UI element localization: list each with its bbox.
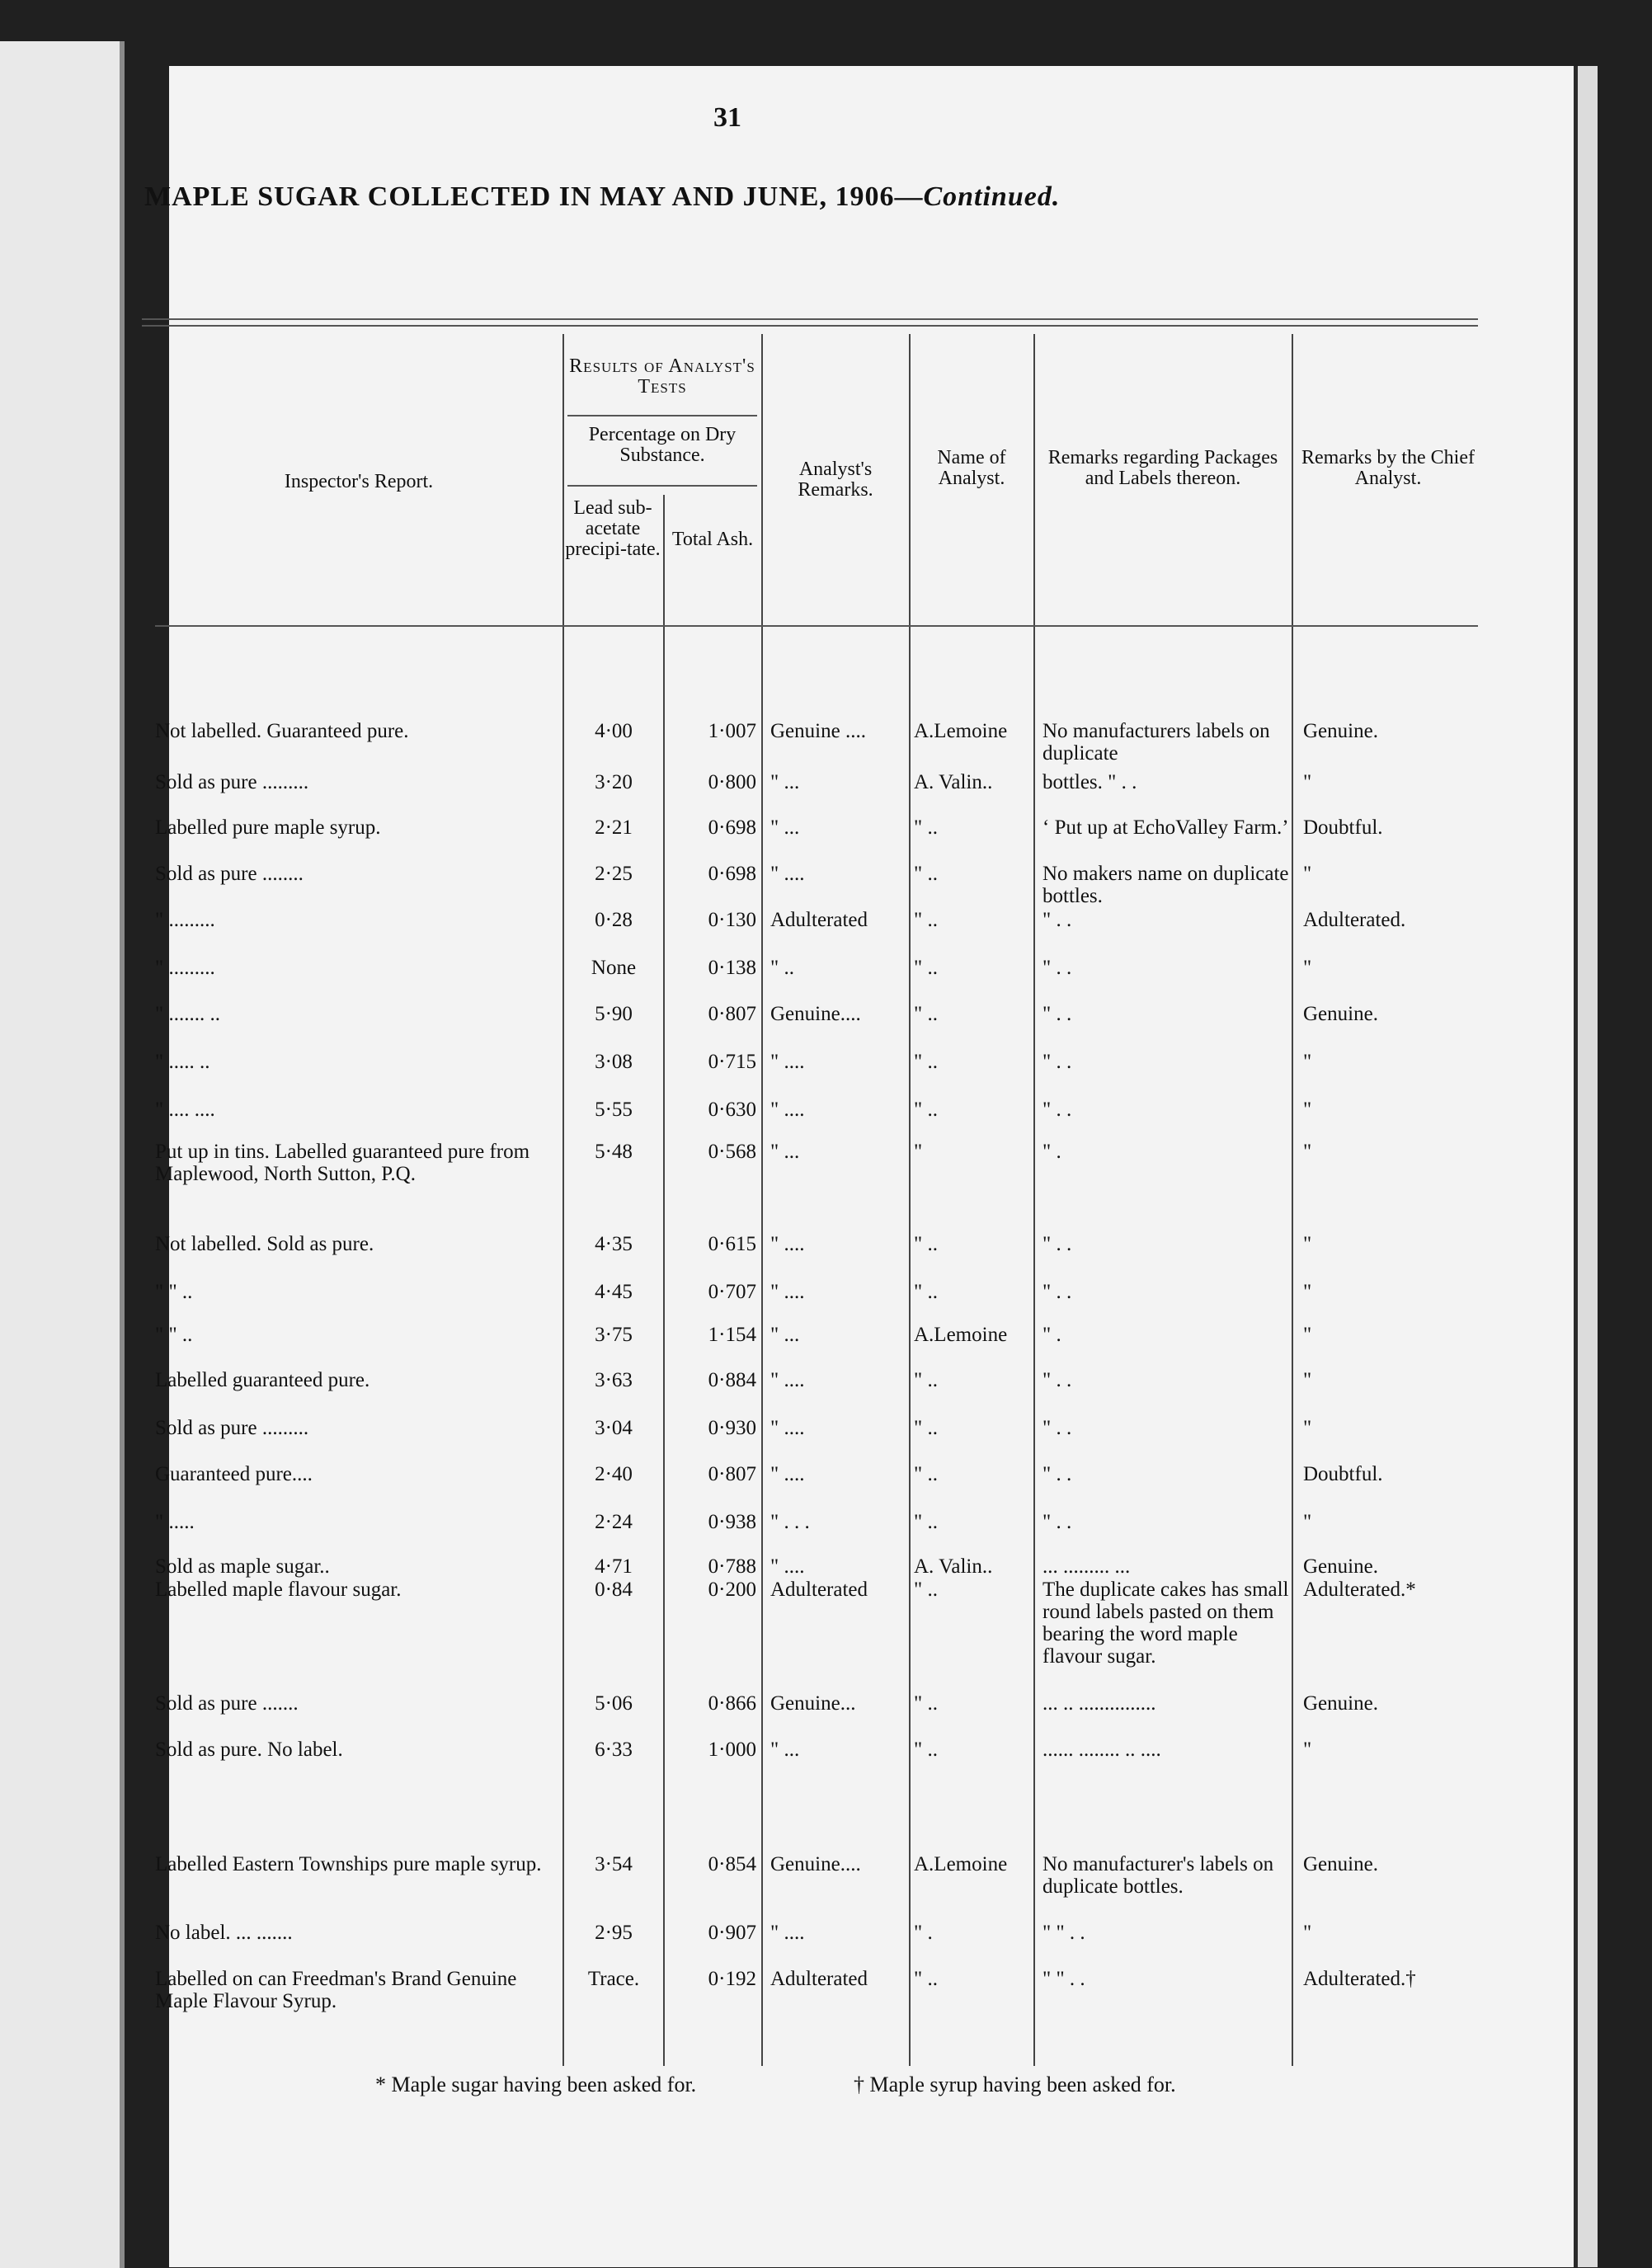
table-cell-remarks: Adulterated — [770, 1579, 868, 1601]
table-cell-packages: No makers name on duplicate bottles. — [1043, 863, 1289, 907]
top-rule — [142, 318, 1478, 320]
table-cell-ash: 0·138 — [708, 957, 756, 979]
table-cell-remarks: " .... — [770, 1281, 805, 1303]
table-cell-lead: 2·25 — [595, 863, 633, 885]
table-cell-chief: " — [1303, 1141, 1312, 1163]
table-cell-packages: ...... ........ .. .... — [1043, 1739, 1161, 1761]
table-cell-report: " ..... — [155, 1511, 195, 1533]
table-cell-ash: 0·854 — [708, 1853, 756, 1875]
facing-page-edge — [0, 41, 125, 2268]
table-cell-packages: ‘ Put up at EchoValley Farm.’ — [1043, 816, 1289, 839]
table-cell-ash: 0·866 — [708, 1692, 756, 1715]
table-cell-packages: No manufacturers labels on duplicate — [1043, 720, 1270, 765]
table-cell-remarks: " ... — [770, 771, 800, 793]
table-cell-packages: " . . — [1043, 1417, 1072, 1439]
col-divider — [1292, 334, 1293, 2066]
footnote-dagger: † Maple syrup having been asked for. — [854, 2073, 1176, 2096]
table-cell-ash: 0·907 — [708, 1922, 756, 1944]
table-cell-chief: Genuine. — [1303, 1555, 1378, 1578]
table-cell-chief: " — [1303, 957, 1312, 979]
table-cell-remarks: " ... — [770, 1141, 800, 1163]
table-cell-ash: 0·615 — [708, 1233, 756, 1255]
table-cell-chief: " — [1303, 771, 1312, 793]
table-cell-analyst: " .. — [914, 1051, 938, 1073]
table-cell-packages: No manufacturer's labels on duplicate bottles. — [1043, 1853, 1274, 1898]
table-cell-ash: 0·938 — [708, 1511, 756, 1533]
table-cell-analyst: " . — [914, 1922, 933, 1944]
table-cell-ash: 0·200 — [708, 1579, 756, 1601]
table-cell-remarks: Genuine.... — [770, 1853, 861, 1875]
title-main: MAPLE SUGAR COLLECTED IN MAY AND JUNE, 1906— — [144, 181, 924, 212]
table-cell-ash: 1·154 — [708, 1324, 756, 1346]
table-cell-remarks: " ... — [770, 1739, 800, 1761]
table-cell-ash: 0·707 — [708, 1281, 756, 1303]
table-cell-lead: 2·40 — [595, 1463, 633, 1485]
table-cell-ash: 0·930 — [708, 1417, 756, 1439]
table-cell-remarks: " ... — [770, 816, 800, 839]
table-cell-report: Not labelled. Guaranteed pure. — [155, 720, 409, 742]
table-cell-chief: Genuine. — [1303, 1003, 1378, 1025]
table-cell-remarks: " . . . — [770, 1511, 810, 1533]
table-cell-report: Labelled on can Freedman's Brand Genuine Maple Flavour Syrup. — [155, 1968, 517, 2012]
table-cell-remarks: " .... — [770, 1369, 805, 1391]
table-cell-packages: " . — [1043, 1324, 1061, 1346]
table-cell-analyst: " .. — [914, 1003, 938, 1025]
page-title — [144, 181, 1398, 213]
header-rule — [567, 415, 757, 416]
table-cell-lead: None — [591, 957, 637, 979]
table-cell-packages: " . . — [1043, 1051, 1072, 1073]
table-cell-analyst: A.Lemoine — [914, 1324, 1008, 1346]
table-cell-ash: 0·800 — [708, 771, 756, 793]
table-cell-packages: ... .. ............... — [1043, 1692, 1156, 1715]
table-cell-analyst: " .. — [914, 1968, 938, 1990]
table-cell-chief: Adulterated. — [1303, 909, 1406, 931]
page-number: 31 — [713, 102, 741, 133]
table-cell-report: Put up in tins. Labelled guaranteed pure from Maplewood, North Sutton, P.Q. — [155, 1141, 530, 1185]
table-cell-ash: 0·630 — [708, 1099, 756, 1121]
table-cell-analyst: " .. — [914, 1281, 938, 1303]
table-cell-report: Sold as pure. No label. — [155, 1739, 343, 1761]
col-divider — [663, 495, 665, 2066]
table-cell-packages: ... ......... ... — [1043, 1555, 1131, 1578]
table-cell-chief: Doubtful. — [1303, 816, 1383, 839]
table-cell-lead: 0·28 — [595, 909, 633, 931]
table-cell-chief: " — [1303, 1369, 1312, 1391]
table-cell-lead: 2·21 — [595, 816, 633, 839]
table-cell-lead: 5·48 — [595, 1141, 633, 1163]
table-cell-lead: 0·84 — [595, 1579, 633, 1601]
table-cell-chief: Genuine. — [1303, 720, 1378, 742]
header-ash: Total Ash. — [671, 529, 754, 550]
table-cell-chief: " — [1303, 1099, 1312, 1121]
table-cell-report: Labelled Eastern Townships pure maple syrup. — [155, 1853, 542, 1875]
top-rule-2 — [142, 325, 1478, 327]
table-cell-lead: 3·54 — [595, 1853, 633, 1875]
table-cell-report: " .... .... — [155, 1099, 215, 1121]
header-analyst-name: Name of Analyst. — [937, 447, 1006, 489]
table-cell-chief: Genuine. — [1303, 1692, 1378, 1715]
table-cell-report: No label. ... ....... — [155, 1922, 293, 1944]
table-cell-chief: " — [1303, 1233, 1312, 1255]
table-cell-report: " ....... .. — [155, 1003, 220, 1025]
table-cell-report: Sold as maple sugar.. — [155, 1555, 330, 1578]
table-cell-analyst: " .. — [914, 863, 938, 885]
table-cell-lead: 5·55 — [595, 1099, 633, 1121]
table-cell-chief: Genuine. — [1303, 1853, 1378, 1875]
table-cell-analyst: A. Valin.. — [914, 1555, 993, 1578]
table-cell-remarks: " ... — [770, 1324, 800, 1346]
col-divider — [1033, 334, 1035, 2066]
table-cell-analyst: " .. — [914, 1099, 938, 1121]
table-cell-report: " ......... — [155, 909, 215, 931]
table-cell-analyst: " .. — [914, 1692, 938, 1715]
table-cell-lead: 3·04 — [595, 1417, 633, 1439]
table-cell-lead: 5·90 — [595, 1003, 633, 1025]
table-cell-ash: 1·007 — [708, 720, 756, 742]
table-cell-lead: 4·35 — [595, 1233, 633, 1255]
table-cell-report: Not labelled. Sold as pure. — [155, 1233, 374, 1255]
table-cell-report: Labelled pure maple syrup. — [155, 816, 381, 839]
table-cell-chief: " — [1303, 1922, 1312, 1944]
header-analyst-remarks: Analyst's Remarks. — [798, 459, 873, 501]
table-cell-remarks: Adulterated — [770, 1968, 868, 1990]
table-cell-chief: " — [1303, 1417, 1312, 1439]
table-cell-chief: " — [1303, 1511, 1312, 1533]
table-cell-remarks: " .... — [770, 1555, 805, 1578]
table-cell-remarks: " .... — [770, 1417, 805, 1439]
table-cell-lead: 4·45 — [595, 1281, 633, 1303]
table-cell-packages: " . . — [1043, 1511, 1072, 1533]
col-divider — [909, 334, 911, 2066]
col-divider — [761, 334, 763, 2066]
header-inspector: Inspector's Report. — [284, 471, 434, 492]
table-cell-analyst: " .. — [914, 1233, 938, 1255]
table-cell-lead: 3·20 — [595, 771, 633, 793]
header-packages: Remarks regarding Packages and Labels thereon. — [1047, 447, 1278, 489]
table-cell-analyst: " .. — [914, 1417, 938, 1439]
table-cell-analyst: " .. — [914, 1739, 938, 1761]
table-cell-packages: " " . . — [1043, 1968, 1085, 1990]
table-cell-report: Labelled guaranteed pure. — [155, 1369, 370, 1391]
table-cell-analyst: " .. — [914, 957, 938, 979]
table-cell-lead: Trace. — [587, 1968, 640, 1990]
table-cell-packages: " . . — [1043, 1369, 1072, 1391]
footnote-star: * Maple sugar having been asked for. — [375, 2073, 697, 2096]
table-cell-ash: 0·884 — [708, 1369, 756, 1391]
page-binding-edge — [1574, 66, 1598, 2267]
table-cell-lead: 3·08 — [595, 1051, 633, 1073]
header-bottom-rule — [155, 625, 1478, 627]
table-cell-remarks: " .... — [770, 1922, 805, 1944]
table-cell-ash: 0·807 — [708, 1463, 756, 1485]
table-cell-packages: " " . . — [1043, 1922, 1085, 1944]
table-cell-packages: " . . — [1043, 1003, 1072, 1025]
table-cell-analyst: A.Lemoine — [914, 1853, 1008, 1875]
table-cell-chief: " — [1303, 1324, 1312, 1346]
table-cell-chief: " — [1303, 1051, 1312, 1073]
table-cell-lead: 2·24 — [595, 1511, 633, 1533]
table-cell-remarks: " .... — [770, 1099, 805, 1121]
table-cell-ash: 0·788 — [708, 1555, 756, 1578]
header-rule — [567, 485, 757, 487]
table-cell-analyst: " .. — [914, 909, 938, 931]
header-percentage: Percentage on Dry Substance. — [588, 424, 737, 466]
table-cell-chief: " — [1303, 1281, 1312, 1303]
table-cell-ash: 0·698 — [708, 816, 756, 839]
table-cell-report: Sold as pure ....... — [155, 1692, 299, 1715]
header-lead: Lead sub-acetate precipi-tate. — [565, 497, 661, 560]
table-cell-lead: 3·75 — [595, 1324, 633, 1346]
table-cell-lead: 5·06 — [595, 1692, 633, 1715]
table-cell-analyst: " — [914, 1141, 923, 1163]
table-cell-analyst: " .. — [914, 816, 938, 839]
table-cell-ash: 0·807 — [708, 1003, 756, 1025]
table-cell-ash: 0·130 — [708, 909, 756, 931]
table-cell-report: " ......... — [155, 957, 215, 979]
table-cell-lead: 4·71 — [595, 1555, 633, 1578]
header-results: Results of Analyst's Tests — [569, 355, 755, 398]
table-cell-report: Sold as pure ........ — [155, 863, 304, 885]
table-cell-report: " " .. — [155, 1324, 193, 1346]
table-cell-remarks: Genuine.... — [770, 1003, 861, 1025]
table-cell-remarks: Adulterated — [770, 909, 868, 931]
table-cell-analyst: " .. — [914, 1369, 938, 1391]
table-cell-packages: The duplicate cakes has small round labels pasted on them bearing the word maple flavour sugar. — [1043, 1579, 1289, 1668]
table-cell-remarks: " .... — [770, 863, 805, 885]
table-cell-packages: " . . — [1043, 1233, 1072, 1255]
table-cell-ash: 0·715 — [708, 1051, 756, 1073]
table-cell-chief: " — [1303, 863, 1312, 885]
table-cell-lead: 4·00 — [595, 720, 633, 742]
table-cell-lead: 2·95 — [595, 1922, 633, 1944]
table-cell-report: Labelled maple flavour sugar. — [155, 1579, 402, 1601]
table-cell-packages: " . . — [1043, 1099, 1072, 1121]
table-cell-chief: " — [1303, 1739, 1312, 1761]
table-cell-ash: 1·000 — [708, 1739, 756, 1761]
table-cell-report: Guaranteed pure.... — [155, 1463, 313, 1485]
table-cell-remarks: " .... — [770, 1463, 805, 1485]
table-cell-packages: bottles. " . . — [1043, 771, 1137, 793]
table-cell-remarks: " .. — [770, 957, 794, 979]
table-cell-ash: 0·192 — [708, 1968, 756, 1990]
table-cell-report: " ..... .. — [155, 1051, 210, 1073]
header-chief: Remarks by the Chief Analyst. — [1301, 447, 1475, 489]
table-cell-analyst: " .. — [914, 1463, 938, 1485]
table-cell-ash: 0·698 — [708, 863, 756, 885]
table-cell-report: " " .. — [155, 1281, 193, 1303]
table-cell-report: Sold as pure ......... — [155, 1417, 309, 1439]
table-cell-packages: " . . — [1043, 957, 1072, 979]
table-cell-remarks: Genuine... — [770, 1692, 856, 1715]
table-cell-packages: " . — [1043, 1141, 1061, 1163]
table-cell-analyst: " .. — [914, 1511, 938, 1533]
table-cell-packages: " . . — [1043, 1463, 1072, 1485]
table-cell-analyst: A. Valin.. — [914, 771, 993, 793]
table-cell-analyst: A.Lemoine — [914, 720, 1008, 742]
table-cell-chief: Adulterated.* — [1303, 1579, 1416, 1601]
table-cell-lead: 6·33 — [595, 1739, 633, 1761]
table-cell-chief: Doubtful. — [1303, 1463, 1383, 1485]
table-cell-packages: " . . — [1043, 909, 1072, 931]
title-continued: Continued. — [923, 181, 1061, 212]
table-cell-remarks: Genuine .... — [770, 720, 866, 742]
table-cell-remarks: " .... — [770, 1233, 805, 1255]
table-cell-ash: 0·568 — [708, 1141, 756, 1163]
col-divider — [562, 334, 564, 2066]
table-cell-analyst: " .. — [914, 1579, 938, 1601]
table-cell-packages: " . . — [1043, 1281, 1072, 1303]
table-cell-chief: Adulterated.† — [1303, 1968, 1416, 1990]
table-cell-remarks: " .... — [770, 1051, 805, 1073]
table-cell-report: Sold as pure ......... — [155, 771, 309, 793]
table-cell-lead: 3·63 — [595, 1369, 633, 1391]
